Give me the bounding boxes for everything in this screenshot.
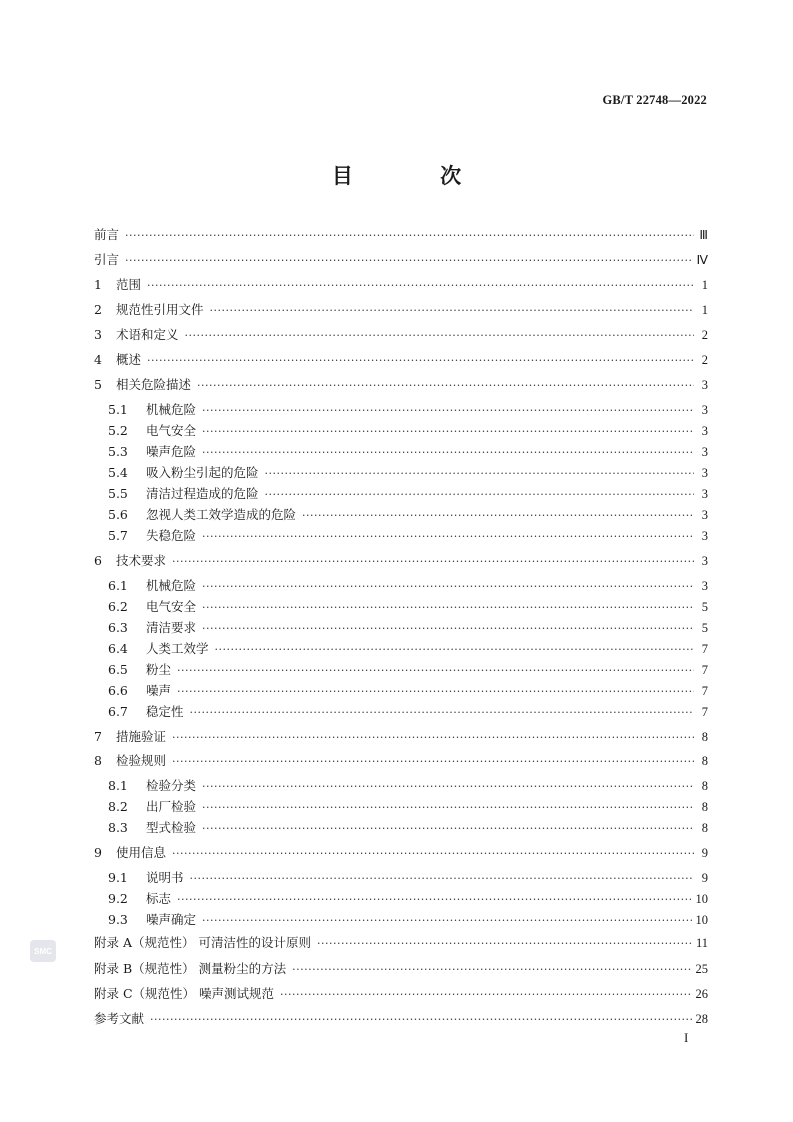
- toc-leader-dots: [280, 986, 691, 1004]
- toc-entry[interactable]: [108, 527, 708, 545]
- toc-entry-page: 8: [701, 821, 708, 835]
- toc-leader-dots: [172, 753, 694, 771]
- toc-entry-page: 3: [701, 508, 708, 522]
- toc-entry-number: 5.4: [108, 465, 128, 480]
- toc-entry-label: 概述: [116, 352, 142, 367]
- toc-entry[interactable]: [108, 506, 708, 524]
- toc-entry[interactable]: [94, 1010, 708, 1028]
- toc-entry-label: 检验规则: [116, 753, 167, 768]
- toc-leader-dots: [172, 729, 694, 747]
- toc-entry-number: 6.6: [108, 683, 128, 698]
- toc-entry-page: 5: [701, 621, 708, 635]
- toc-entry[interactable]: [94, 934, 708, 952]
- toc-leader-dots: [210, 302, 694, 320]
- toc-entry[interactable]: [108, 890, 708, 908]
- toc-entry[interactable]: [94, 226, 708, 244]
- toc-entry[interactable]: [94, 251, 708, 269]
- toc-entry[interactable]: [108, 911, 708, 929]
- toc-leader-dots: [172, 553, 694, 571]
- toc-entry-number: 4: [94, 352, 102, 367]
- toc-entry-page: 10: [695, 892, 708, 906]
- toc-entry[interactable]: [108, 819, 708, 837]
- toc-leader-dots: [317, 935, 692, 953]
- toc-entry-page: 3: [701, 466, 708, 480]
- toc-leader-dots: [202, 820, 694, 838]
- toc-entry-number: 6.3: [108, 620, 128, 635]
- toc-entry-page: 3: [701, 529, 708, 543]
- toc-entry-label: 清洁过程造成的危险: [146, 486, 259, 501]
- toc-entry-label: 范围: [116, 277, 142, 292]
- toc-entry[interactable]: [108, 661, 708, 679]
- toc-leader-dots: [265, 465, 694, 483]
- toc-entry-number: 3: [94, 327, 102, 342]
- toc-entry[interactable]: [108, 619, 708, 637]
- toc-entry[interactable]: [94, 960, 708, 978]
- toc-entry-label: 型式检验: [146, 820, 197, 835]
- toc-entry-number: 8.2: [108, 799, 128, 814]
- toc-entry-number: 5: [94, 377, 102, 392]
- toc-entry[interactable]: [108, 640, 708, 658]
- toc-entry-number: 5.6: [108, 507, 128, 522]
- toc-entry-number: 9.3: [108, 912, 128, 927]
- toc-entry-page: 3: [701, 403, 708, 417]
- toc-entry-label: 附录 C（规范性） 噪声测试规范: [94, 986, 275, 1001]
- toc-entry[interactable]: [108, 798, 708, 816]
- toc-entry-label: 机械危险: [146, 578, 197, 593]
- toc-leader-dots: [147, 277, 694, 295]
- toc-leader-dots: [202, 578, 694, 596]
- toc-entry-number: 6.4: [108, 641, 128, 656]
- toc-entry-page: 28: [695, 1012, 708, 1026]
- toc-entry-page: 1: [701, 303, 708, 317]
- toc-entry-label: 使用信息: [116, 845, 167, 860]
- toc-leader-dots: [302, 507, 694, 525]
- standard-code: GB/T 22748—2022: [602, 93, 707, 107]
- toc-entry-page: 7: [701, 642, 708, 656]
- toc-entry-page: 8: [701, 754, 708, 768]
- toc-entry-number: 8: [94, 753, 102, 768]
- toc-entry-page: 3: [701, 579, 708, 593]
- toc-leader-dots: [125, 252, 692, 270]
- toc-entry-page: 3: [701, 554, 708, 568]
- toc-entry[interactable]: [108, 577, 708, 595]
- toc-entry-label: 前言: [94, 227, 120, 242]
- toc-entry-label: 粉尘: [146, 662, 172, 677]
- toc-entry-label: 失稳危险: [146, 528, 197, 543]
- toc-leader-dots: [150, 1011, 691, 1029]
- toc-entry-page: Ⅲ: [699, 228, 708, 242]
- toc-entry[interactable]: [94, 552, 708, 570]
- toc-entry-page: 9: [701, 871, 708, 885]
- toc-leader-dots: [190, 870, 694, 888]
- toc-entry-page: 5: [701, 600, 708, 614]
- toc-entry-number: 6.5: [108, 662, 128, 677]
- toc-entry-label: 清洁要求: [146, 620, 197, 635]
- toc-entry-page: 26: [695, 987, 708, 1001]
- toc-entry[interactable]: [94, 326, 708, 344]
- page-title: 目 次: [331, 163, 502, 188]
- toc-leader-dots: [202, 402, 694, 420]
- toc-entry[interactable]: [108, 869, 708, 887]
- toc-entry-number: 6: [94, 553, 102, 568]
- toc-leader-dots: [202, 599, 694, 617]
- toc-entry-label: 检验分类: [146, 778, 197, 793]
- toc-entry[interactable]: [108, 464, 708, 482]
- toc-entry[interactable]: [108, 443, 708, 461]
- toc-entry-label: 电气安全: [146, 423, 197, 438]
- toc-entry-number: 5.2: [108, 423, 128, 438]
- toc-leader-dots: [125, 227, 694, 245]
- toc-entry-page: 3: [701, 487, 708, 501]
- toc-entry[interactable]: [108, 703, 708, 721]
- toc-leader-dots: [197, 377, 694, 395]
- toc-entry-label: 出厂检验: [146, 799, 197, 814]
- toc-entry-label: 技术要求: [116, 553, 167, 568]
- toc-entry-number: 8.3: [108, 820, 128, 835]
- toc-entry-page: 2: [701, 353, 708, 367]
- toc-entry-label: 附录 B（规范性） 测量粉尘的方法: [94, 961, 287, 976]
- toc-entry[interactable]: [108, 777, 708, 795]
- toc-entry[interactable]: [108, 598, 708, 616]
- toc-entry[interactable]: [94, 301, 708, 319]
- toc-entry-page: 2: [701, 328, 708, 342]
- toc-entry-page: 8: [701, 779, 708, 793]
- toc-entry[interactable]: [108, 422, 708, 440]
- toc-entry-label: 规范性引用文件: [116, 302, 204, 317]
- toc-entry-page: 8: [701, 730, 708, 744]
- toc-entry-page: 9: [701, 846, 708, 860]
- toc-entry[interactable]: [94, 276, 708, 294]
- toc-leader-dots: [202, 423, 694, 441]
- toc-leader-dots: [177, 662, 694, 680]
- toc-entry-label: 稳定性: [146, 704, 184, 719]
- toc-entry-page: 3: [701, 424, 708, 438]
- toc-entry-page: 7: [701, 663, 708, 677]
- toc-entry-page: 1: [701, 278, 708, 292]
- toc-entry-page: 10: [695, 913, 708, 927]
- toc-leader-dots: [147, 352, 694, 370]
- toc-entry-label: 噪声危险: [146, 444, 197, 459]
- toc-leader-dots: [202, 799, 694, 817]
- toc-leader-dots: [215, 641, 694, 659]
- toc-entry-number: 7: [94, 729, 102, 744]
- toc-leader-dots: [202, 528, 694, 546]
- toc-entry[interactable]: [108, 401, 708, 419]
- toc-entry-number: 5.3: [108, 444, 128, 459]
- toc-entry-page: 7: [701, 705, 708, 719]
- toc-entry-label: 引言: [94, 252, 120, 267]
- toc-entry[interactable]: [94, 752, 708, 770]
- toc-entry-page: Ⅳ: [696, 253, 708, 267]
- toc-leader-dots: [185, 327, 694, 345]
- toc-entry-label: 相关危险描述: [116, 377, 192, 392]
- toc-leader-dots: [172, 845, 694, 863]
- toc-entry[interactable]: [94, 844, 708, 862]
- toc-leader-dots: [202, 912, 691, 930]
- toc-entry[interactable]: [94, 351, 708, 369]
- toc-entry-number: 5.1: [108, 402, 128, 417]
- toc-entry-label: 措施验证: [116, 729, 167, 744]
- toc-leader-dots: [177, 683, 694, 701]
- toc-leader-dots: [190, 704, 694, 722]
- toc-entry-number: 9: [94, 845, 102, 860]
- toc-entry-number: 1: [94, 277, 102, 292]
- toc-entry[interactable]: [108, 485, 708, 503]
- toc-entry-page: 11: [695, 936, 708, 950]
- toc-entry-number: 2: [94, 302, 102, 317]
- toc-entry-label: 吸入粉尘引起的危险: [146, 465, 259, 480]
- toc-entry-number: 5.5: [108, 486, 128, 501]
- toc-entry-page: 3: [701, 378, 708, 392]
- toc-entry-label: 人类工效学: [146, 641, 209, 656]
- toc-entry-page: 8: [701, 800, 708, 814]
- watermark-stamp: SMC: [30, 940, 56, 962]
- toc-entry-label: 标志: [146, 891, 172, 906]
- toc-entry-page: 25: [695, 962, 708, 976]
- toc-entry-number: 6.1: [108, 578, 128, 593]
- toc-leader-dots: [202, 620, 694, 638]
- footer-page-number: I: [684, 1030, 689, 1045]
- toc-entry-label: 说明书: [146, 870, 184, 885]
- toc-entry-label: 参考文献: [94, 1011, 145, 1026]
- toc-leader-dots: [177, 891, 691, 909]
- toc-entry-number: 6.2: [108, 599, 128, 614]
- toc-entry-label: 术语和定义: [116, 327, 179, 342]
- toc-entry-number: 9.2: [108, 891, 128, 906]
- toc-leader-dots: [202, 778, 694, 796]
- toc-leader-dots: [292, 961, 691, 979]
- toc-entry[interactable]: [94, 376, 708, 394]
- toc-entry-label: 电气安全: [146, 599, 197, 614]
- toc-entry-label: 噪声: [146, 683, 172, 698]
- toc-entry-page: 3: [701, 445, 708, 459]
- toc-entry-label: 附录 A（规范性） 可清洁性的设计原则: [94, 935, 311, 950]
- toc-entry-label: 机械危险: [146, 402, 197, 417]
- toc-entry-number: 6.7: [108, 704, 128, 719]
- toc-entry-number: 5.7: [108, 528, 128, 543]
- toc-leader-dots: [202, 444, 694, 462]
- toc-entry-label: 忽视人类工效学造成的危险: [146, 507, 297, 522]
- toc-entry[interactable]: [94, 728, 708, 746]
- toc-entry-label: 噪声确定: [146, 912, 197, 927]
- toc-entry-number: 9.1: [108, 870, 128, 885]
- toc-leader-dots: [265, 486, 694, 504]
- toc-entry[interactable]: [94, 985, 708, 1003]
- toc-entry-page: 7: [701, 684, 708, 698]
- toc-entry[interactable]: [108, 682, 708, 700]
- toc-entry-number: 8.1: [108, 778, 128, 793]
